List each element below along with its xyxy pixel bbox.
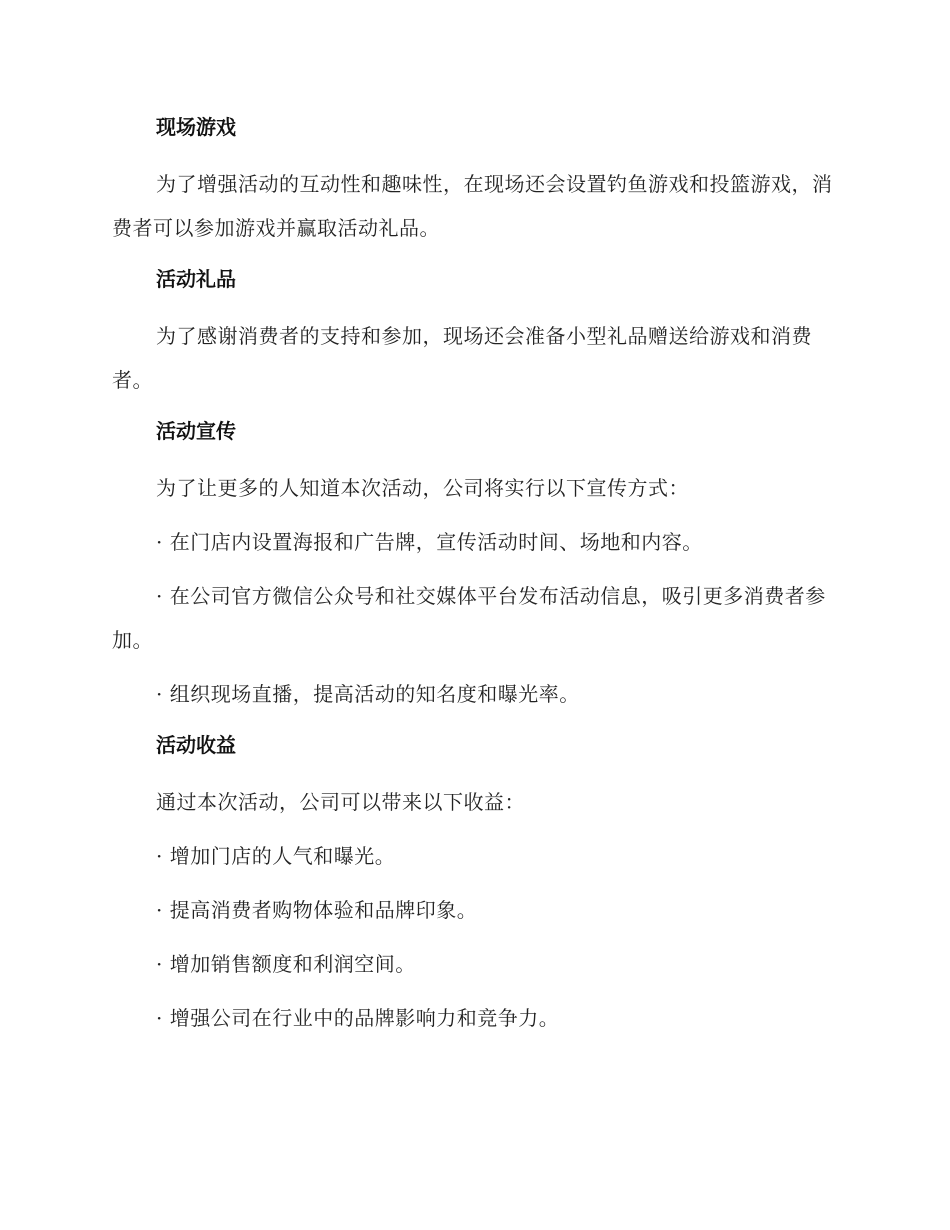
- paragraph: 为了增强活动的互动性和趣味性，在现场还会设置钓鱼游戏和投篮游戏，消费者可以参加游戏并赢取活动礼品。: [112, 172, 833, 240]
- document-body: [112, 108, 836, 1050]
- section-heading: 活动礼品: [156, 267, 236, 291]
- paragraph: 为了感谢消费者的支持和参加，现场还会准备小型礼品赠送给游戏和消费者。: [112, 324, 812, 392]
- section-heading: 活动收益: [156, 733, 236, 757]
- paragraph: 为了让更多的人知道本次活动，公司将实行以下宣传方式：: [156, 476, 689, 500]
- bullet-item: · 提高消费者购物体验和品牌印象。: [156, 898, 478, 922]
- section-onsite-games: [112, 108, 836, 250]
- section-event-promotion: [112, 412, 836, 716]
- bullet-item: · 增强公司在行业中的品牌影响力和竞争力。: [156, 1006, 560, 1030]
- bullet-item: · 增加门店的人气和曝光。: [156, 844, 396, 868]
- bullet-item: · 在门店内设置海报和广告牌，宣传活动时间、场地和内容。: [156, 530, 703, 554]
- bullet-item: · 组织现场直播，提高活动的知名度和曝光率。: [156, 682, 580, 706]
- section-event-gifts: [112, 260, 836, 402]
- section-heading: 活动宣传: [156, 419, 236, 443]
- section-heading: 现场游戏: [156, 115, 236, 139]
- section-event-benefits: [112, 726, 836, 1040]
- bullet-item: · 增加销售额度和利润空间。: [156, 952, 416, 976]
- paragraph: 通过本次活动，公司可以带来以下收益：: [156, 790, 525, 814]
- bullet-item: · 在公司官方微信公众号和社交媒体平台发布活动信息，吸引更多消费者参加。: [112, 584, 826, 652]
